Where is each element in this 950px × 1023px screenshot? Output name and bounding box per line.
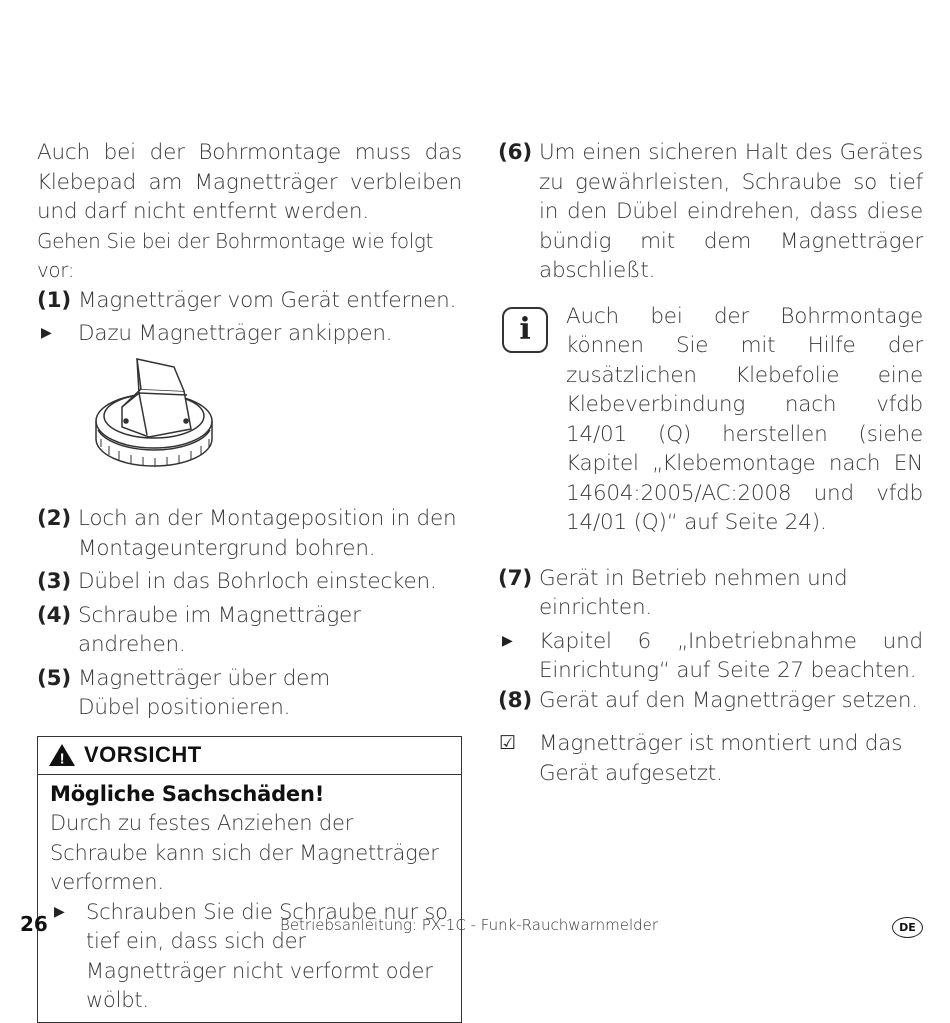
bullet-text: Dazu Magnetträger ankippen.	[78, 321, 393, 346]
result-line	[498, 729, 923, 788]
step-7	[498, 564, 923, 623]
lead-paragraph: Gehen Sie bei der Bohrmontage wie folgt vor:	[37, 228, 433, 282]
step-6	[498, 138, 923, 286]
page-footer	[0, 912, 950, 942]
page-number: 26	[20, 912, 48, 936]
step-text: Um einen sicheren Halt des Gerätes zu gewährleisten, Schraube so tief in den Dübel eindrehen, dass diese bündig mit dem Magnetträger abschließt.	[539, 140, 923, 283]
warning-subtitle: Mögliche Sachschäden!	[50, 781, 325, 806]
intro-paragraph: Auch bei der Bohrmontage muss das Klebepad am Magnetträger verbleiben und darf nicht entfernt werden.	[37, 140, 462, 224]
step-4	[37, 601, 462, 660]
warning-body	[38, 775, 461, 1022]
step-8	[498, 686, 923, 716]
language-badge: DE	[892, 917, 923, 938]
info-icon: i	[502, 307, 548, 353]
step-number: (5)	[37, 665, 72, 691]
step-number: (8)	[498, 687, 533, 713]
step-number: (7)	[498, 565, 533, 591]
step-number: (6)	[498, 140, 533, 165]
warning-text: Durch zu festes Anziehen der Schraube kann sich der Magnetträger verformen.	[50, 811, 439, 894]
triangle-bullet-icon: ▶	[502, 632, 513, 649]
step-number: (2)	[37, 506, 72, 531]
warning-title: VORSICHT	[84, 742, 202, 768]
right-column	[498, 138, 923, 788]
result-text: Magnetträger ist montiert und das Gerät aufgesetzt.	[539, 731, 903, 786]
warning-box	[37, 736, 462, 1023]
step-1	[37, 286, 462, 316]
info-note	[498, 302, 923, 538]
footer-title: Betriebsanleitung: PX-1C - Funk-Rauchwarnmelder	[280, 916, 659, 934]
step-2	[37, 504, 462, 563]
bullet-chapter	[498, 627, 923, 686]
triangle-bullet-icon: ▶	[41, 325, 52, 341]
warning-triangle-icon	[48, 743, 76, 767]
step-5	[37, 664, 462, 723]
warning-header	[38, 737, 461, 775]
info-text: Auch bei der Bohrmontage können Sie mit Hilfe der zusätzlichen Klebefolie eine Klebeverbindung nach vfdb 14/01 (Q) herstellen (siehe Kapitel „Klebemontage nach EN 14604:2005/AC:2008 und vfdb 14/01 (Q)“ auf Seite 24).	[566, 303, 923, 535]
step-text: Magnetträger vom Gerät entfernen.	[78, 287, 457, 313]
step-text: Loch an der Montageposition in den Montageuntergrund bohren.	[78, 506, 457, 561]
triangle-bullet-icon: ▶	[54, 903, 65, 920]
step-text: Schraube im Magnetträger andrehen.	[78, 602, 361, 657]
step-3	[37, 567, 462, 597]
left-column	[37, 138, 462, 1023]
step-number: (4)	[37, 602, 72, 628]
bullet-text: Kapitel 6 „Inbetriebnahme und Einrichtung“ auf Seite 27 beachten.	[539, 628, 923, 683]
svg-text:!: !	[59, 750, 65, 768]
step-number: (3)	[37, 569, 72, 594]
step-text: Gerät in Betrieb nehmen und einrichten.	[539, 565, 848, 620]
magnet-carrier-illustration	[79, 359, 229, 484]
step-text: Dübel in das Bohrloch einstecken.	[78, 569, 437, 594]
step-text-line-1: Magnetträger über dem	[78, 665, 330, 691]
step-number: (1)	[37, 287, 72, 313]
checkbox-icon: ☑	[499, 732, 516, 754]
step-text-line-2: Dübel positionieren.	[78, 695, 291, 720]
step-text: Gerät auf den Magnetträger setzen.	[539, 687, 918, 713]
bullet-text: Schrauben Sie die Schraube nur so tief ein, dass sich der Magnetträger nicht verformt oder wölbt.	[86, 899, 448, 1012]
bullet-tilt	[37, 319, 462, 349]
